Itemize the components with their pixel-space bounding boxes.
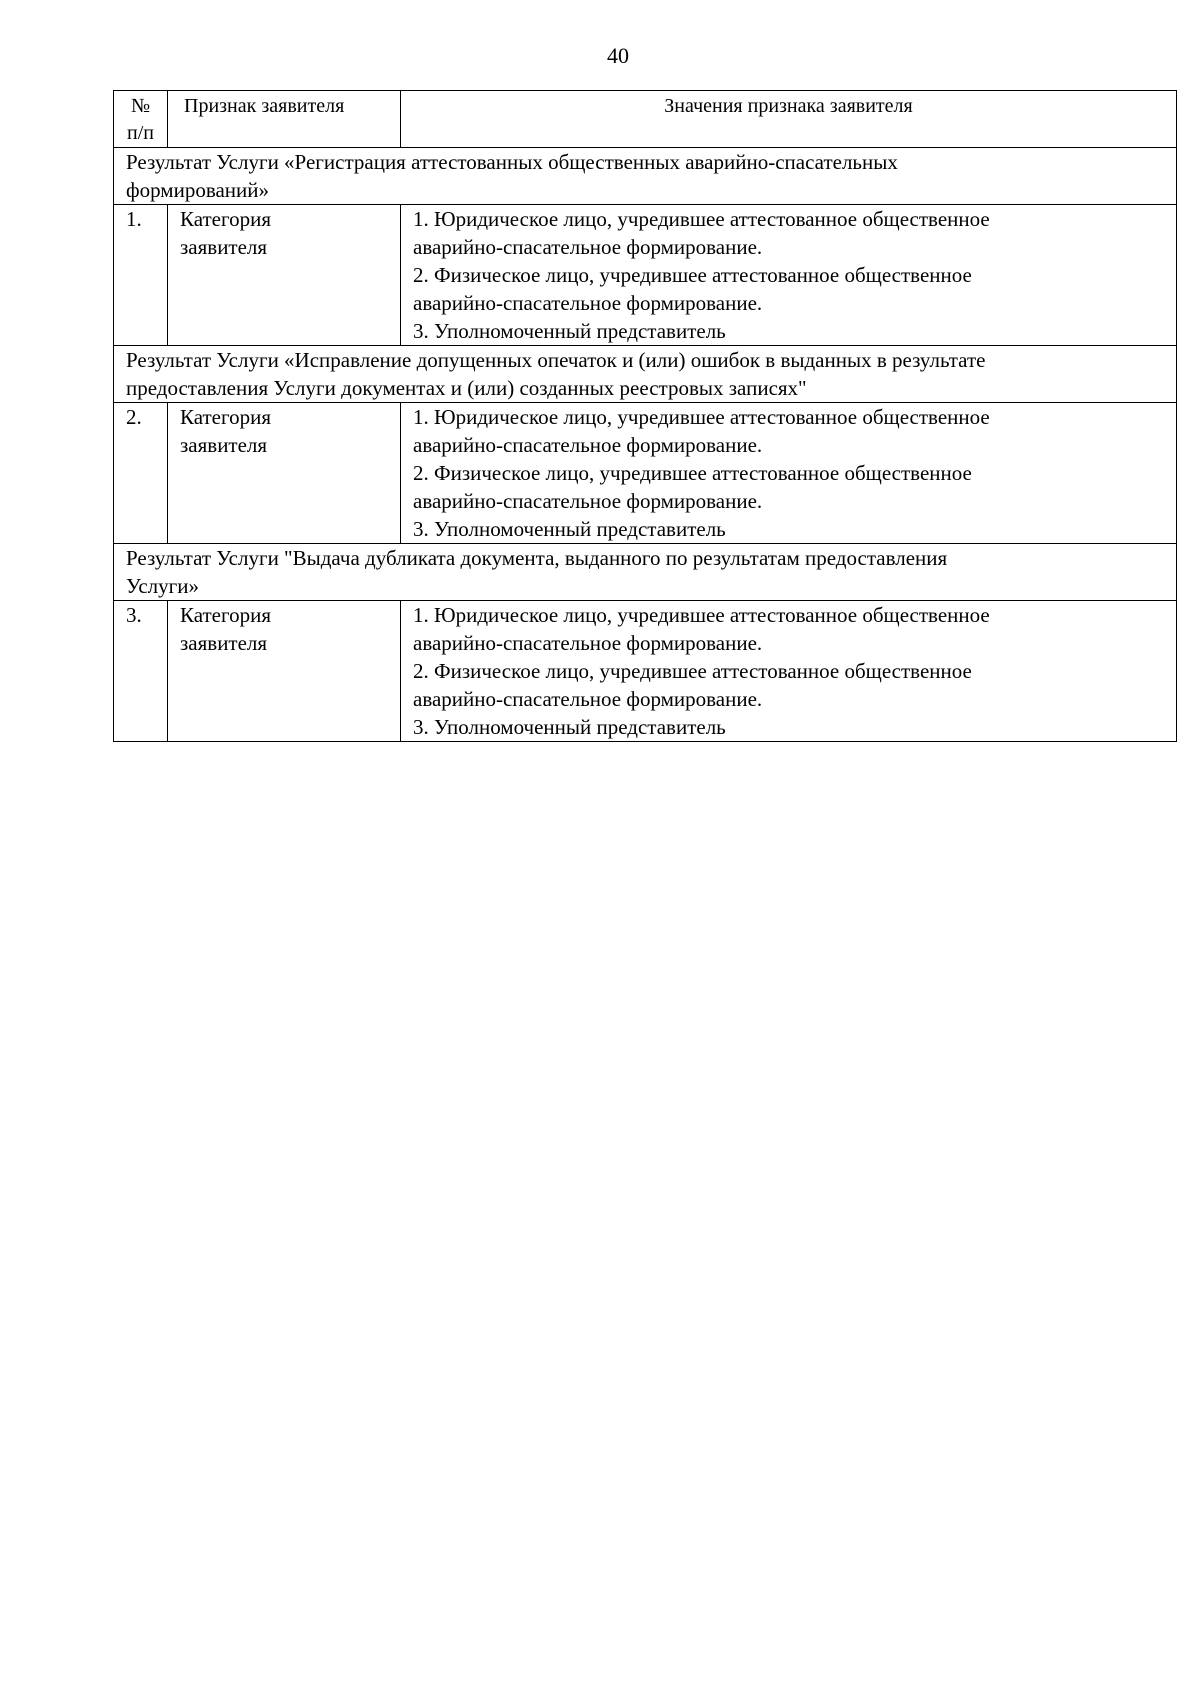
section-title-cell	[114, 346, 1177, 403]
row-number-cell: 3.	[114, 601, 168, 742]
row-attribute-cell	[168, 205, 401, 346]
section-title-line: формирований»	[126, 178, 269, 202]
section-title-line: Услуги»	[126, 574, 199, 598]
table-row	[114, 601, 1177, 742]
row-values-cell	[401, 403, 1177, 544]
header-number-symbol: №	[130, 95, 151, 117]
value-line: 1. Юридическое лицо, учредившее аттестованное общественное	[413, 405, 990, 429]
value-line: 2. Физическое лицо, учредившее аттестованное общественное	[413, 659, 972, 683]
section-title-cell	[114, 148, 1177, 205]
table-row	[114, 403, 1177, 544]
row-values-cell	[401, 601, 1177, 742]
table-header-row	[114, 91, 1177, 148]
value-line: аварийно-спасательное формирование.	[413, 235, 763, 259]
attribute-line: Категория	[180, 207, 271, 231]
section-title-line: Результат Услуги «Исправление допущенных опечаток и (или) ошибок в выданных в результате	[126, 348, 986, 372]
value-line: 3. Уполномоченный представитель	[413, 517, 726, 541]
page-number: 40	[607, 43, 629, 68]
value-line: аварийно-спасательное формирование.	[413, 433, 763, 457]
section-title-line: предоставления Услуги документах и (или) созданных реестровых записях"	[126, 376, 807, 400]
section-title-cell	[114, 544, 1177, 601]
section-title-line: Результат Услуги "Выдача дубликата документа, выданного по результатам предоставления	[126, 546, 948, 570]
attribute-line: Категория	[180, 603, 271, 627]
header-attribute-cell: Признак заявителя	[168, 91, 401, 148]
header-number-abbrev: п/п	[127, 122, 154, 144]
value-line: аварийно-спасательное формирование.	[413, 489, 763, 513]
table-row	[114, 205, 1177, 346]
attribute-line: заявителя	[180, 631, 268, 655]
value-line: 3. Уполномоченный представитель	[413, 319, 726, 343]
value-line: 3. Уполномоченный представитель	[413, 715, 726, 739]
row-attribute-cell	[168, 601, 401, 742]
attribute-line: заявителя	[180, 235, 268, 259]
header-values-cell: Значения признака заявителя	[401, 91, 1177, 148]
applicant-attributes-table	[113, 90, 1177, 742]
section-title-row	[114, 544, 1177, 601]
value-line: 2. Физическое лицо, учредившее аттестованное общественное	[413, 263, 972, 287]
row-attribute-cell	[168, 403, 401, 544]
row-number-cell: 1.	[114, 205, 168, 346]
section-title-row	[114, 346, 1177, 403]
section-title-line: Результат Услуги «Регистрация аттестованных общественных аварийно-спасательных	[126, 150, 898, 174]
value-line: 1. Юридическое лицо, учредившее аттестованное общественное	[413, 207, 990, 231]
row-number-cell: 2.	[114, 403, 168, 544]
value-line: 1. Юридическое лицо, учредившее аттестованное общественное	[413, 603, 990, 627]
value-line: 2. Физическое лицо, учредившее аттестованное общественное	[413, 461, 972, 485]
row-values-cell	[401, 205, 1177, 346]
attribute-line: Категория	[180, 405, 271, 429]
value-line: аварийно-спасательное формирование.	[413, 291, 763, 315]
header-number-cell	[114, 91, 168, 148]
section-title-row	[114, 148, 1177, 205]
value-line: аварийно-спасательное формирование.	[413, 631, 763, 655]
attribute-line: заявителя	[180, 433, 268, 457]
value-line: аварийно-спасательное формирование.	[413, 687, 763, 711]
